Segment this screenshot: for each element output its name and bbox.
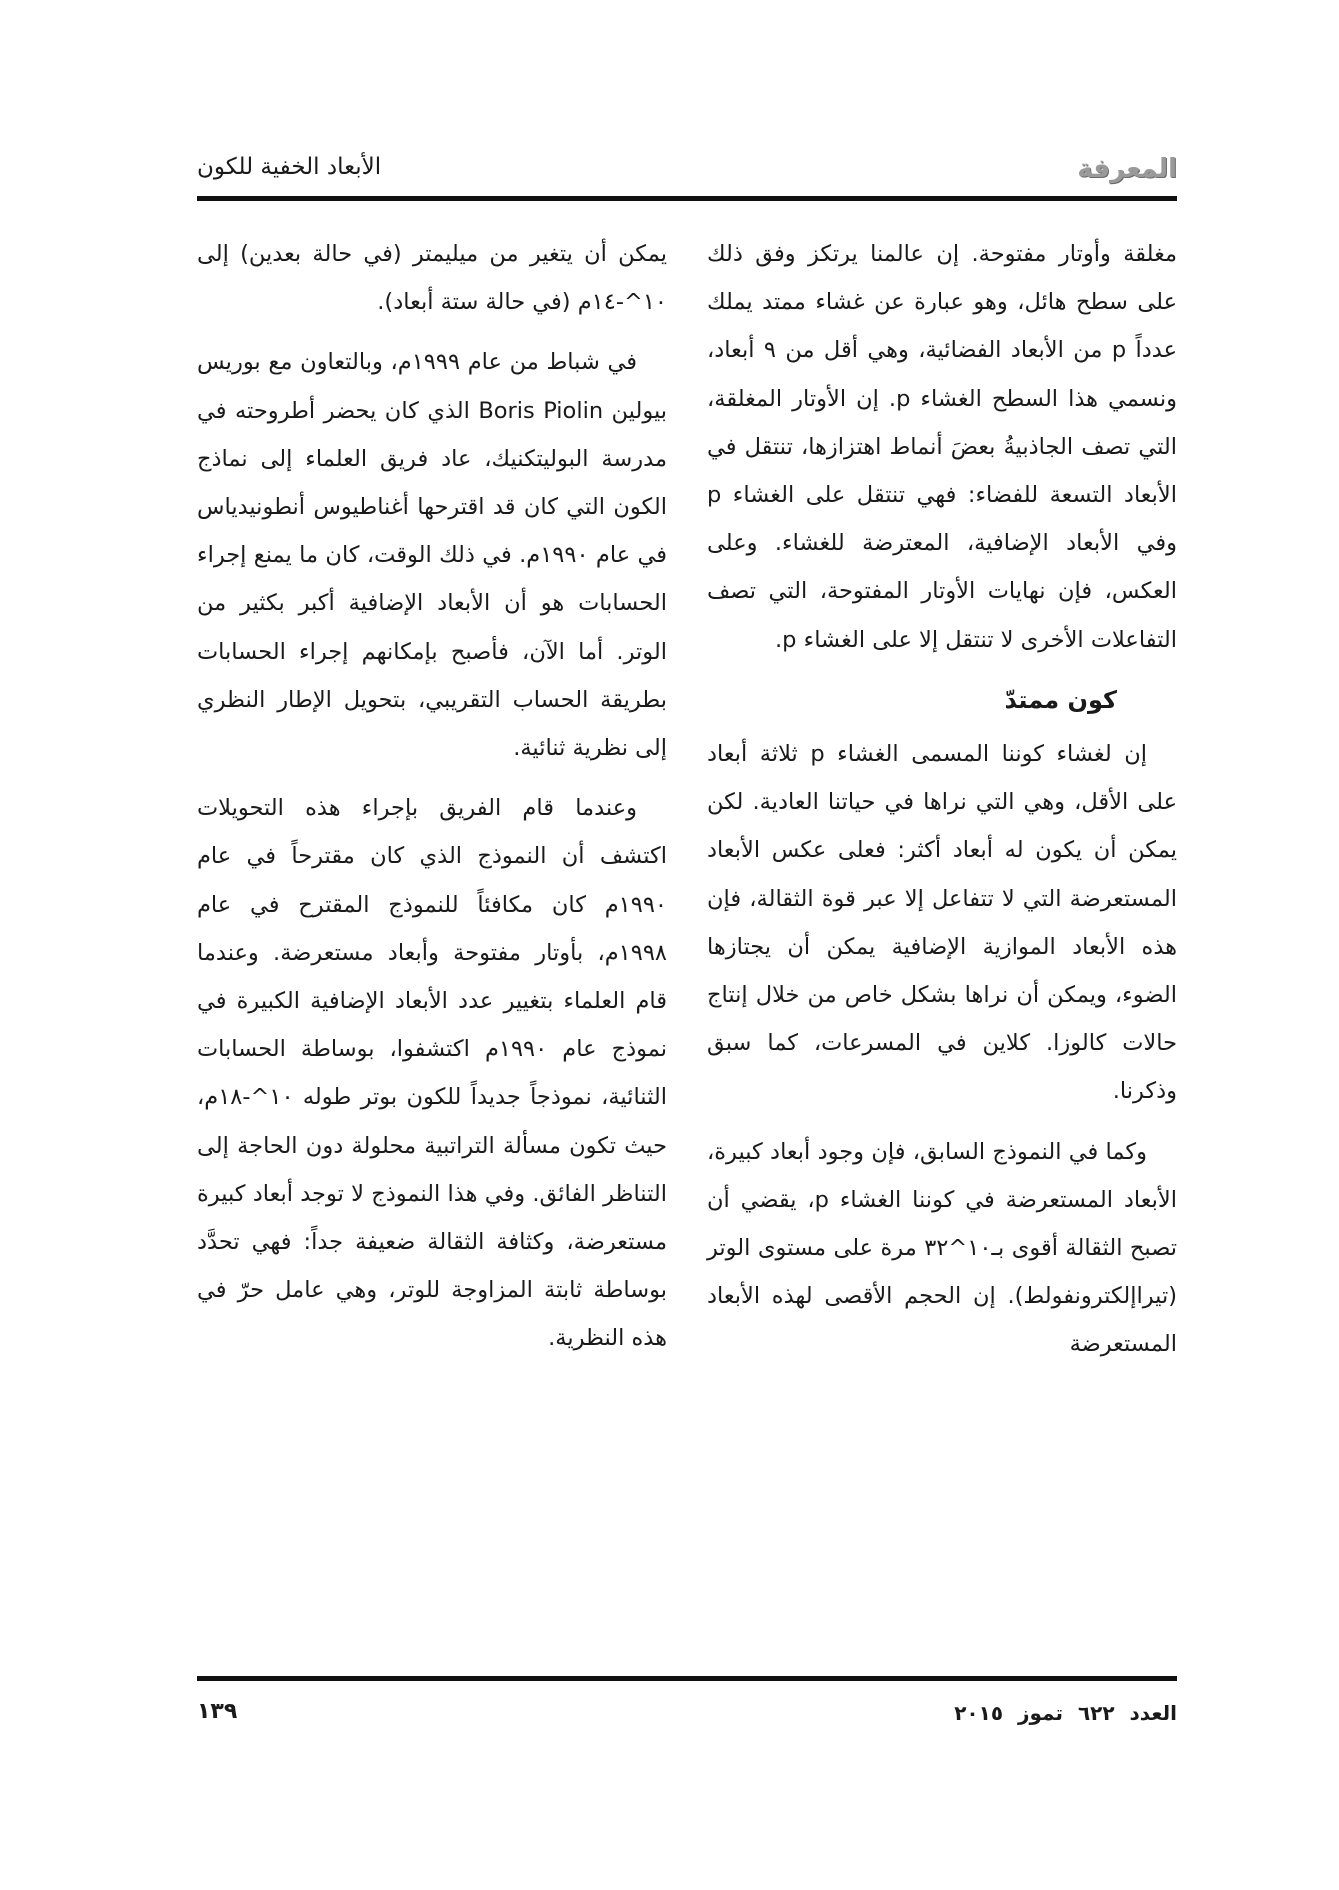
paragraph: وعندما قام الفريق بإجراء هذه التحويلات اكتشف أن النموذج الذي كان مقترحاً في عام ١٩٩٠م كان مكافئاً للنموذج المقترح في عام ١٩٩٨م، بأوتار مفتوحة وأبعاد مستعرضة. وعندما قام العلماء بتغيير عدد الأبعاد الإضافية الكبيرة في نموذج عام ١٩٩٠م اكتشفوا، بوساطة الحسابات الثنائية، نموذجاً جديداً للكون بوتر طوله ١٠^-١٨م، حيث تكون مسألة التراتبية محلولة دون الحاجة إلى التناظر الفائق. وفي هذا النموذج لا توجد أبعاد كبيرة مستعرضة، وكثافة الثقالة ضعيفة جداً: فهي تحدَّد بوساطة ثابتة المزاوجة للوتر، وهي عامل حرّ في هذه النظرية. xyxy=(197,795,668,1352)
header-rule xyxy=(197,196,1177,201)
running-title: الأبعاد الخفية للكون xyxy=(197,154,382,180)
paragraph: يمكن أن يتغير من ميليمتر (في حالة بعدين) إلى ١٠^-١٤م (في حالة ستة أبعاد). xyxy=(197,241,667,316)
paragraph: إن لغشاء كوننا المسمى الغشاء p ثلاثة أبعاد على الأقل، وهي التي نراها في حياتنا العادية. لكن يمكن أن يكون له أبعاد أكثر: فعلى عكس الأبعاد المستعرضة التي لا تتفاعل إلا عبر قوة الثقالة، فإن هذه الأبعاد الموازية الإضافية يمكن أن يجتازها الضوء، ويمكن أن نراها بشكل خاص من خلال إنتاج حالات كالوزا. كلاين في المسرعات، كما سبق وذكرنا. xyxy=(707,741,1177,1105)
paragraph: وكما في النموذج السابق، فإن وجود أبعاد كبيرة، الأبعاد المستعرضة في كوننا الغشاء p، يقضي أن تصبح الثقالة أقوى بـ١٠^٣٢ مرة على مستوى الوتر (تيراإلكترونفولط). إن الحجم الأقصى لهذه الأبعاد المستعرضة xyxy=(707,1138,1177,1358)
paragraph: في شباط من عام ١٩٩٩م، وبالتعاون مع بوريس بيولين Boris Piolin الذي كان يحضر أطروحته في مدرسة البوليتكنيك، عاد فريق العلماء إلى نماذج الكون التي كان قد اقترحها أغناطيوس أنطونيدياس في عام ١٩٩٠م. في ذلك الوقت، كان ما يمنع إجراء الحسابات هو أن الأبعاد الإضافية أكبر بكثير من الوتر. أما الآن، فأصبح بإمكانهم إجراء الحسابات بطريقة الحساب التقريبي، بتحويل الإطار النظري إلى نظرية ثنائية. xyxy=(197,349,667,762)
section-heading: كون ممتدّ xyxy=(1004,685,1117,714)
issue-info: العدد ٦٢٢ تموز ٢٠١٥ xyxy=(954,1701,1177,1725)
footer-rule xyxy=(197,1676,1177,1681)
page-number: ١٣٩ xyxy=(197,1699,238,1724)
left-column xyxy=(197,230,667,1375)
magazine-logo: المعرفة xyxy=(1077,154,1177,184)
paragraph: مغلقة وأوتار مفتوحة. إن عالمنا يرتكز وفق ذلك على سطح هائل، وهو عبارة عن غشاء ممتد يملك عدداً p من الأبعاد الفضائية، وهي أقل من ٩ أبعاد، ونسمي هذا السطح الغشاء p. إن الأوتار المغلقة، التي تصف الجاذبيةُ بعضَ أنماط اهتزازها، تنتقل في الأبعاد التسعة للفضاء: فهي تنتقل على الغشاء p وفي الأبعاد الإضافية، المعترضة للغشاء. وعلى العكس، فإن نهايات الأوتار المفتوحة، التي تصف التفاعلات الأخرى لا تنتقل إلا على الغشاء p. xyxy=(707,241,1177,653)
page-footer xyxy=(197,1695,1177,1735)
page-header xyxy=(197,140,1177,196)
right-column xyxy=(707,230,1177,1381)
